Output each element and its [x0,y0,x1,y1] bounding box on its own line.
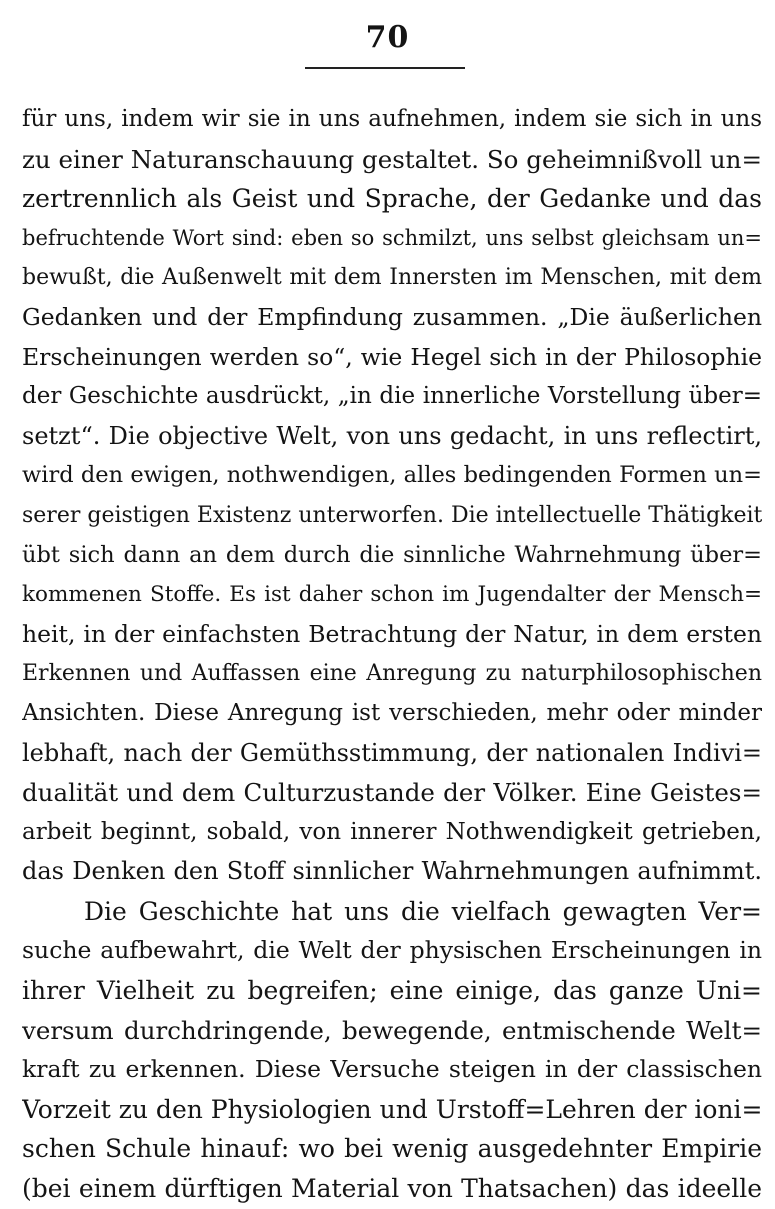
text-line: serer geistigen Existenz unterworfen. Die intellectuelle Thätigkeit [22,502,762,528]
text-line: lebhaft, nach der Gemüthsstimmung, der nationalen Indivi= [22,738,762,767]
text-line: das Denken den Stoff sinnlicher Wahrnehmungen aufnimmt. [22,857,762,886]
text-line: arbeit beginnt, sobald, von innerer Nothwendigkeit getrieben, [22,818,762,845]
text-line: übt sich dann an dem durch die sinnliche Wahrnehmung über= [22,541,762,568]
text-line: bewußt, die Außenwelt mit dem Innersten im Menschen, mit dem [22,265,762,291]
text-line: Erkennen und Auffassen eine Anregung zu naturphilosophischen [22,661,762,687]
header-rule [305,67,465,69]
body-text [22,100,762,1209]
text-line: (bei einem dürftigen Material von Thatsachen) das ideelle [22,1174,762,1204]
text-line: für uns, indem wir sie in uns aufnehmen, indem sie sich in uns [22,106,762,132]
text-line: ihrer Vielheit zu begreifen; eine einige, das ganze Uni= [22,976,762,1006]
text-line: zertrennlich als Geist und Sprache, der Gedanke und das [22,184,762,214]
text-line: dualität und dem Culturzustande der Völker. Eine Geistes= [22,778,762,808]
text-line: Erscheinungen werden so“, wie Hegel sich in der Philosophie [22,342,762,371]
page-number: 70 [365,20,410,55]
text-line: versum durchdringende, bewegende, entmischende Welt= [22,1015,762,1045]
text-line: Vorzeit zu den Physiologien und Urstoff=Lehren der ioni= [22,1094,762,1124]
text-line: heit, in der einfachsten Betrachtung der Natur, in dem ersten [22,619,762,648]
text-line: Ansichten. Diese Anregung ist verschieden, mehr oder minder [22,699,762,726]
text-line: zu einer Naturanschauung gestaltet. So geheimnißvoll un= [22,144,762,174]
text-line: der Geschichte ausdrückt, „in die innerliche Vorstellung über= [22,383,762,410]
text-line: befruchtende Wort sind: eben so schmilzt, uns selbst gleichsam un= [22,225,762,250]
text-line: Gedanken und der Empfindung zusammen. „Die äußerlichen [22,302,762,331]
text-line: suche aufbewahrt, die Welt der physischen Erscheinungen in [22,936,762,965]
text-line: wird den ewigen, nothwendigen, alles bedingenden Formen un= [22,462,762,489]
text-line: kraft zu erkennen. Diese Versuche steigen in der classischen [22,1055,762,1084]
text-line: schen Schule hinauf: wo bei wenig ausgedehnter Empirie [22,1134,762,1164]
text-line: kommenen Stoffe. Es ist daher schon im Jugendalter der Mensch= [22,582,762,608]
text-line: setzt“. Die objective Welt, von uns gedacht, in uns reflectirt, [22,421,762,450]
text-line: Die Geschichte hat uns die vielfach gewagten Ver= [84,896,762,926]
